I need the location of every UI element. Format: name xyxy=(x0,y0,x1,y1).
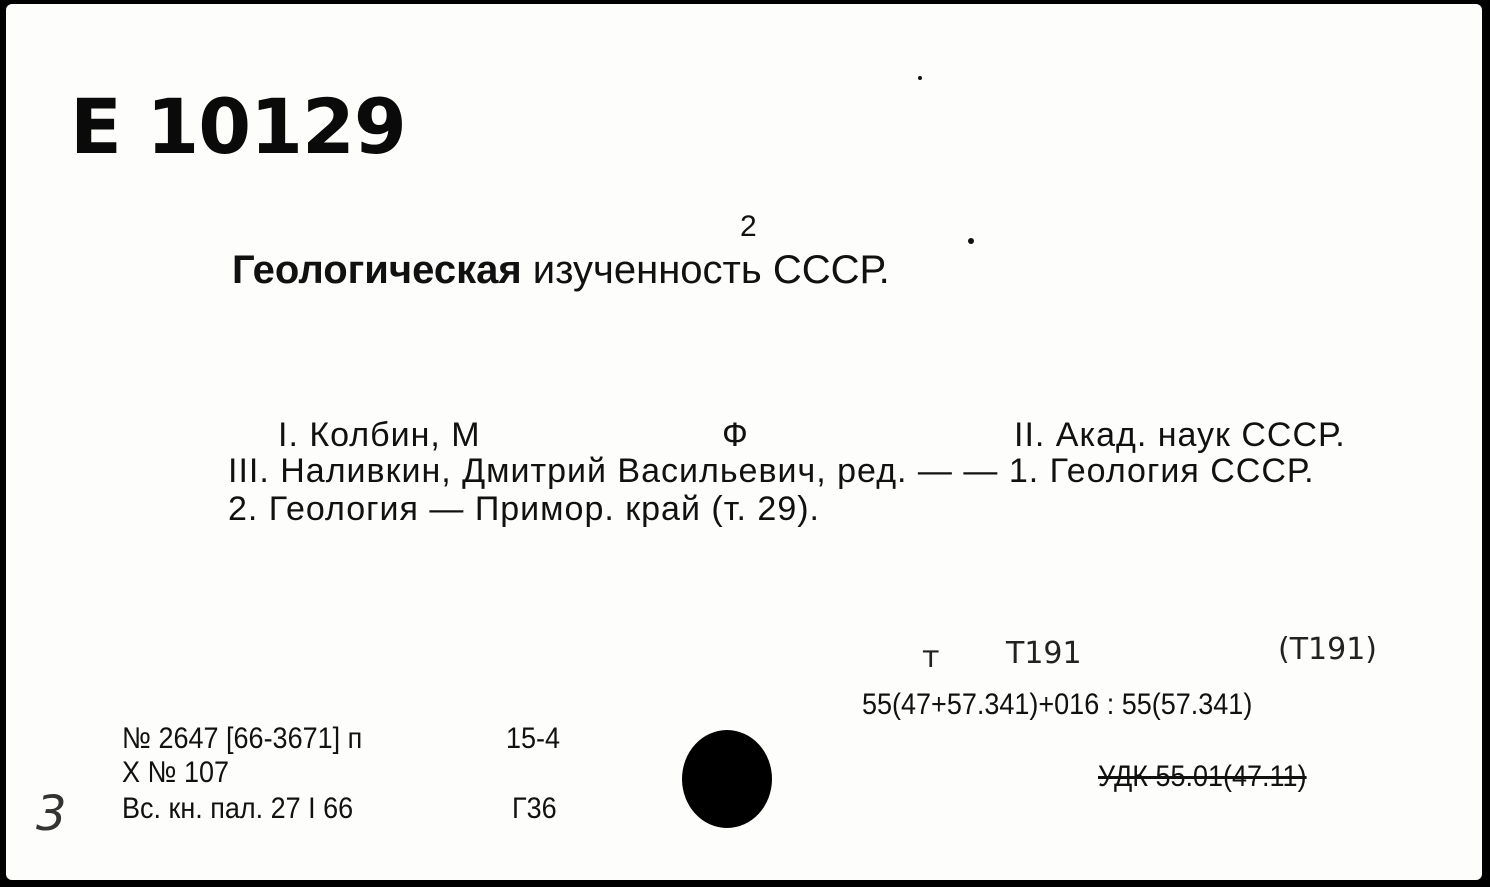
margin-pencil-mark: 3 xyxy=(36,786,67,842)
handwritten-note-2: Т191 xyxy=(1006,636,1082,671)
imprint-line-1-right: 15-4 xyxy=(506,722,561,755)
title-rest: изученность СССР. xyxy=(521,248,890,292)
entry-line-3: 2. Геология — Примор. край (т. 29). xyxy=(228,490,820,528)
entry-line-1a: I. Колбин, М xyxy=(278,416,481,454)
card-title xyxy=(232,248,890,293)
udk-code: УДК 55.01(47.11) xyxy=(1098,760,1307,793)
imprint-line-3: Вс. кн. пал. 27 I 66 xyxy=(122,792,354,825)
imprint-line-2: Х № 107 xyxy=(122,756,230,789)
handwritten-note-1: т xyxy=(922,640,940,675)
catalog-card xyxy=(6,4,1482,880)
volume-number: 2 xyxy=(740,210,757,243)
speck-1 xyxy=(918,76,922,80)
handwritten-note-3: (Т191) xyxy=(1278,632,1377,667)
title-bold-word: Геологическая xyxy=(232,248,522,292)
entry-line-2: III. Наливкин, Дмитрий Васильевич, ред. — — 1. Геология СССР. xyxy=(228,452,1315,490)
entry-line-1b: Ф xyxy=(722,416,749,454)
speck-2 xyxy=(968,238,974,244)
imprint-line-1: № 2647 [66-3671] п xyxy=(122,722,363,755)
imprint-line-3-right: Г36 xyxy=(512,792,557,825)
entry-line-1c: II. Акад. наук СССР. xyxy=(1014,416,1346,454)
classification-code: 55(47+57.341)+016 : 55(57.341) xyxy=(862,688,1253,721)
punch-hole xyxy=(682,730,772,828)
catalog-number: E 10129 xyxy=(70,82,406,171)
